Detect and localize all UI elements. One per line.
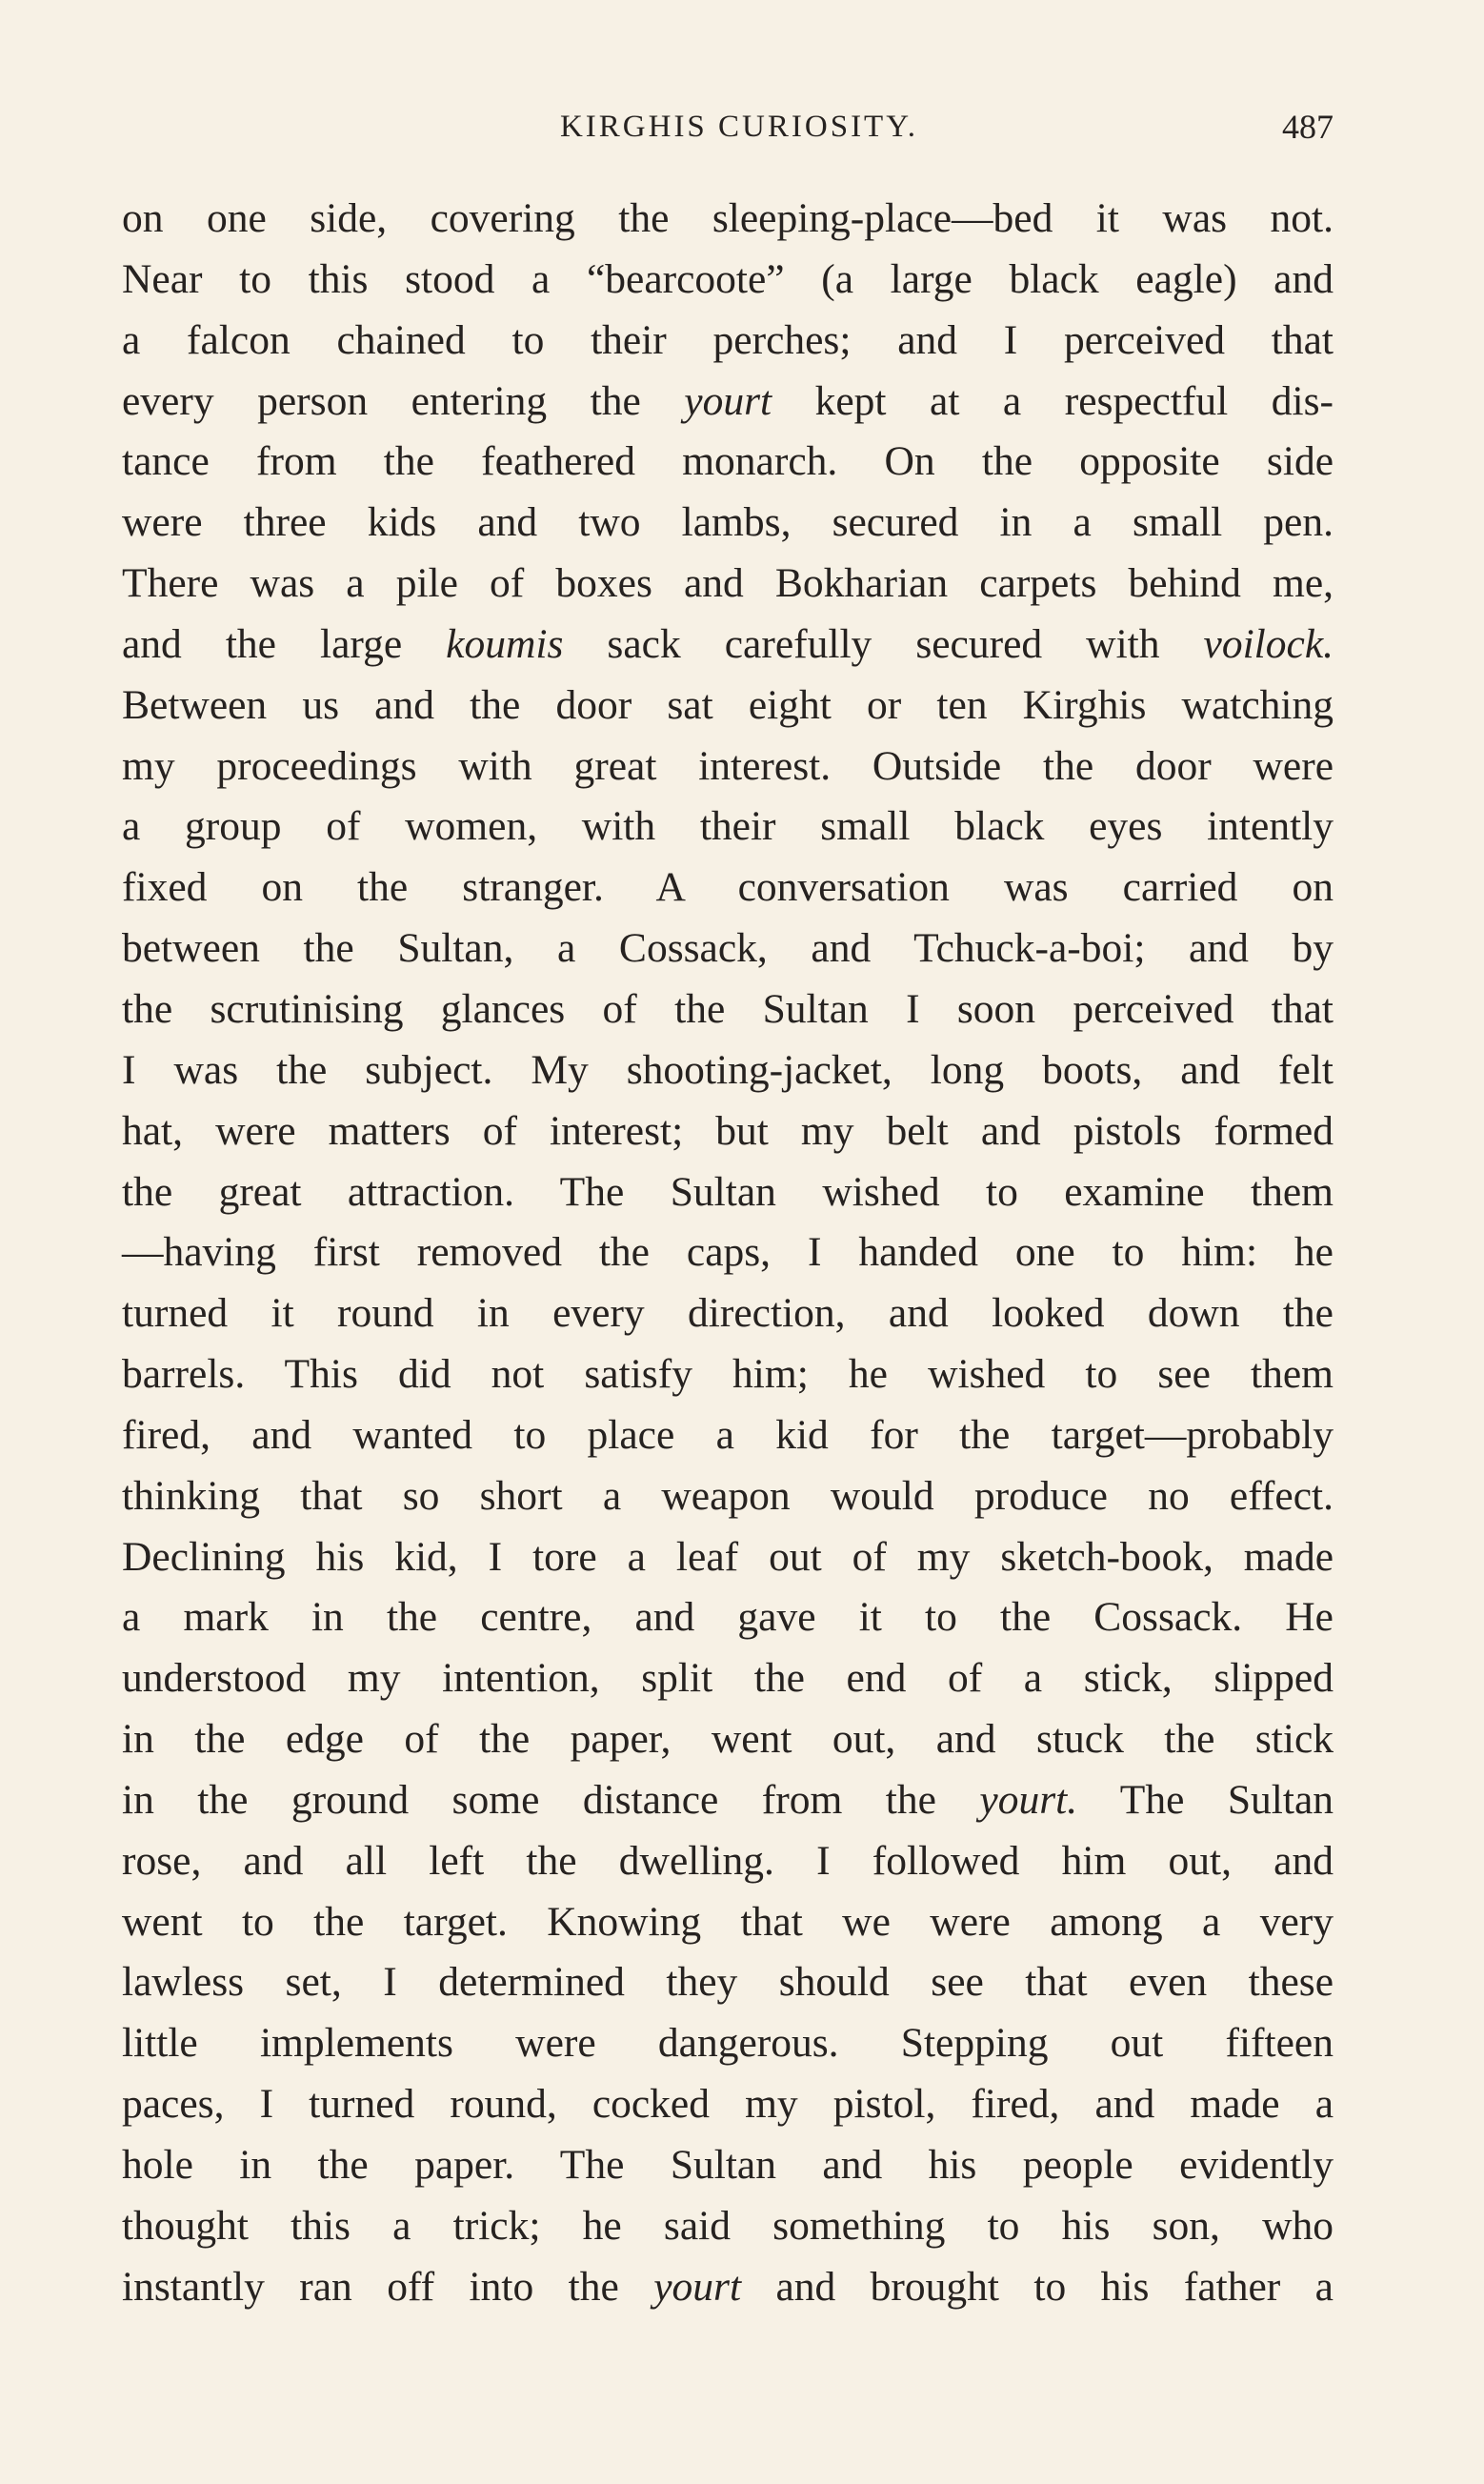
italic-word: yourt. — [979, 1776, 1078, 1823]
text-line: paces, I turned round, cocked my pistol, fired, and made a — [122, 2081, 1334, 2128]
italic-word: koumis — [446, 620, 564, 667]
italic-word: yourt — [684, 377, 772, 424]
text-line: rose, and all left the dwelling. I followed him out, and — [122, 1837, 1334, 1884]
text-line: instantly ran off into the yourt and brought to his father a — [122, 2263, 1334, 2310]
text-line: hole in the paper. The Sultan and his people evidently — [122, 2142, 1334, 2188]
text-line: thinking that so short a weapon would produce no effect. — [122, 1472, 1334, 1519]
text-line: on one side, covering the sleeping-place—bed it was not. — [122, 195, 1334, 241]
text-line: tance from the feathered monarch. On the opposite side — [122, 438, 1334, 485]
text-line: Near to this stood a “bearcoote” (a large black eagle) and — [122, 255, 1334, 302]
italic-word: yourt — [653, 2263, 742, 2310]
text-line: a falcon chained to their perches; and I perceived that — [122, 316, 1334, 363]
text-line: lawless set, I determined they should see that even these — [122, 1959, 1334, 2006]
text-line: understood my intention, split the end of a stick, slipped — [122, 1655, 1334, 1702]
running-title: KIRGHIS CURIOSITY. — [559, 110, 919, 144]
text-line: turned it round in every direction, and looked down the — [122, 1290, 1334, 1337]
text-line: my proceedings with great interest. Outside the door were — [122, 742, 1334, 789]
text-line: Between us and the door sat eight or ten Kirghis watching — [122, 681, 1334, 728]
text-line: little implements were dangerous. Stepping out fifteen — [122, 2020, 1334, 2067]
text-line: I was the subject. My shooting-jacket, long boots, and felt — [122, 1046, 1334, 1093]
text-line: in the ground some distance from the yourt. The Sultan — [122, 1776, 1334, 1823]
italic-word: voilock. — [1203, 620, 1334, 667]
text-line: every person entering the yourt kept at a respectful dis- — [122, 377, 1334, 424]
text-line: a group of women, with their small black eyes intently — [122, 803, 1334, 850]
text-line: went to the target. Knowing that we were among a very — [122, 1898, 1334, 1945]
text-line: the scrutinising glances of the Sultan I soon perceived that — [122, 985, 1334, 1032]
text-line: hat, were matters of interest; but my belt and pistols formed — [122, 1107, 1334, 1154]
text-line: fixed on the stranger. A conversation was carried on — [122, 864, 1334, 911]
page-number: 487 — [1282, 108, 1334, 146]
text-line: a mark in the centre, and gave it to the Cossack. He — [122, 1594, 1334, 1641]
text-line: —having first removed the caps, I handed one to him: he — [122, 1229, 1334, 1276]
text-line: barrels. This did not satisfy him; he wished to see them — [122, 1351, 1334, 1398]
body-text — [122, 189, 1334, 2318]
text-line: in the edge of the paper, went out, and stuck the stick — [122, 1716, 1334, 1763]
text-line: fired, and wanted to place a kid for the target—probably — [122, 1411, 1334, 1458]
text-line: thought this a trick; he said something to his son, who — [122, 2202, 1334, 2249]
text-line: There was a pile of boxes and Bokharian carpets behind me, — [122, 560, 1334, 607]
text-line: were three kids and two lambs, secured in a small pen. — [122, 499, 1334, 546]
text-line: the great attraction. The Sultan wished to examine them — [122, 1168, 1334, 1215]
text-line: between the Sultan, a Cossack, and Tchuck-a-boi; and by — [122, 925, 1334, 972]
page-header — [122, 103, 1334, 151]
text-line: Declining his kid, I tore a leaf out of my sketch-book, made — [122, 1533, 1334, 1580]
text-line: and the large koumis sack carefully secured with voilock. — [122, 620, 1334, 667]
